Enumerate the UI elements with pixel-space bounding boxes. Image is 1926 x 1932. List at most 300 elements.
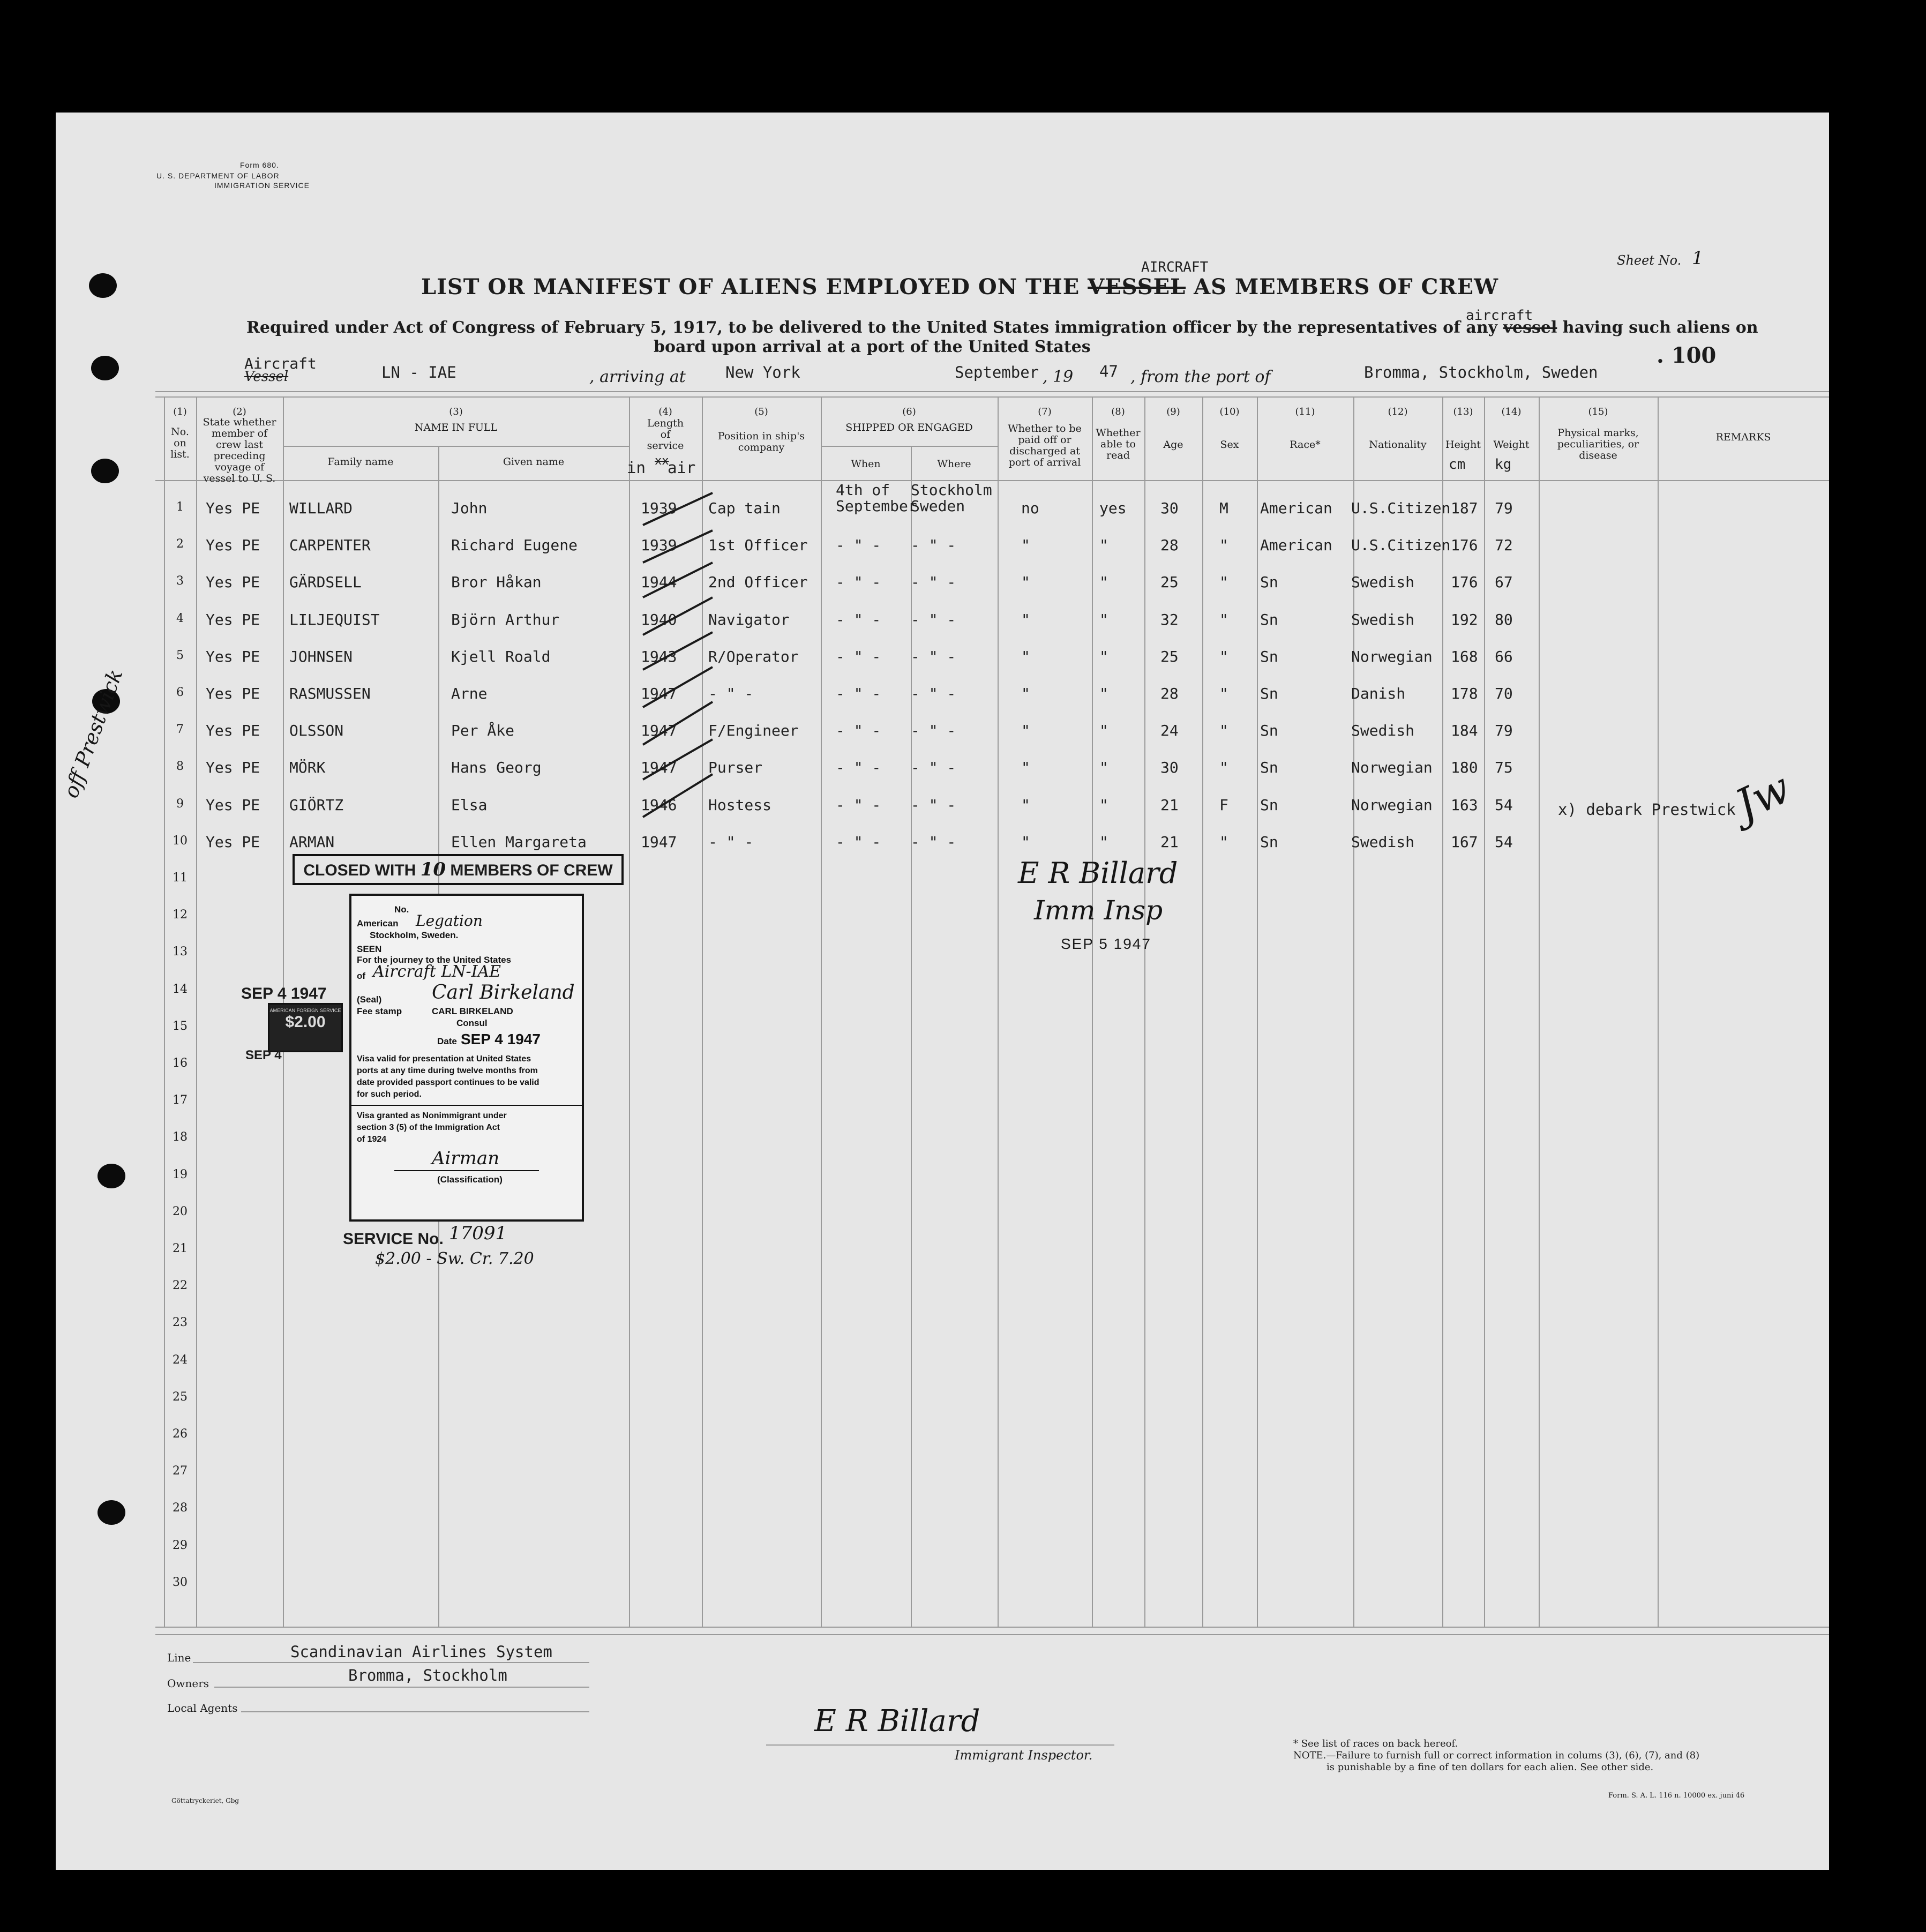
col-rule	[1658, 396, 1659, 1627]
row-number: 25	[173, 1390, 188, 1404]
col-rule	[1092, 396, 1093, 1627]
sheet-label: Sheet No.	[1617, 253, 1682, 268]
col7-header: Whether to be paid off or discharged at port of arrival	[1008, 423, 1082, 468]
col2-num: (2)	[233, 406, 246, 417]
col-rule	[196, 396, 197, 1627]
title-insert: AIRCRAFT	[1141, 259, 1209, 275]
title-struck: VESSEL	[1088, 274, 1186, 299]
row-shipped-where: Stockholm Sweden	[911, 481, 992, 515]
remark-initials: Jw	[1728, 762, 1798, 830]
col14-num: (14)	[1501, 406, 1522, 417]
col-rule	[1257, 396, 1258, 1627]
row-sex: "	[1219, 759, 1228, 777]
row-family-name: WILLARD	[289, 499, 353, 517]
fee-stamp-label: AMERICAN FOREIGN SERVICE	[269, 1008, 341, 1013]
row-number: 15	[173, 1019, 188, 1033]
row-number: 23	[173, 1316, 188, 1330]
row-race: Sn	[1260, 573, 1278, 591]
table-bottom-rule	[155, 1627, 1829, 1628]
row-number: 10	[173, 834, 188, 848]
row-nationality: Norwegian	[1351, 796, 1433, 814]
row-shipped-when: - " -	[836, 573, 881, 591]
row-shipped-where: - " -	[911, 722, 956, 740]
row-shipped-where: - " -	[911, 573, 956, 591]
row-nationality: U.S.Citizen	[1351, 536, 1451, 555]
row-shipped-when: - " -	[836, 722, 881, 740]
title-part2: AS MEMBERS OF CREW	[1194, 274, 1499, 299]
col8-num: (8)	[1111, 406, 1125, 417]
subtitle-part-b: having such aliens on	[1562, 318, 1758, 337]
row-sex: F	[1219, 796, 1228, 814]
col-rule	[1484, 396, 1485, 1627]
row-given-name: Bror Håkan	[451, 573, 542, 591]
row-race: Sn	[1260, 685, 1278, 702]
row-shipped-when: - " -	[836, 610, 881, 628]
row-number: 22	[173, 1279, 188, 1293]
inspector-rule	[766, 1744, 1114, 1746]
row-height: 167	[1451, 833, 1478, 851]
row-height: 187	[1451, 499, 1478, 517]
row-number: 8	[176, 760, 184, 774]
row-number: 30	[173, 1575, 188, 1589]
row-sex: "	[1219, 722, 1228, 740]
row-race: Sn	[1260, 833, 1278, 851]
department: U. S. DEPARTMENT OF LABOR	[156, 171, 280, 180]
row-able-to-read: "	[1099, 833, 1108, 851]
col14-unit: kg	[1495, 456, 1512, 473]
col4-air: air	[668, 459, 696, 477]
col1-header: No. on list.	[170, 426, 190, 460]
row-number: 27	[173, 1464, 188, 1478]
col13-num: (13)	[1453, 406, 1473, 417]
subtitle-part-a: Required under Act of Congress of February 5, 1917, to be delivered to the United States immigration officer by the representatives of any	[246, 318, 1498, 337]
row-position: R/Operator	[708, 647, 799, 665]
row-paid-off: "	[1021, 610, 1030, 628]
row-number: 29	[173, 1538, 188, 1552]
row-race: American	[1260, 536, 1332, 555]
row-age: 28	[1160, 536, 1179, 555]
col13-header: Height	[1445, 439, 1481, 451]
row-given-name: Kjell Roald	[451, 647, 551, 665]
row-sex: "	[1219, 610, 1228, 628]
form-code: Form. S. A. L. 116 n. 10000 ex. juni 46	[1608, 1792, 1745, 1800]
row-weight: 66	[1495, 647, 1513, 665]
row-position: F/Engineer	[708, 722, 799, 740]
visa-seal: (Seal)	[357, 994, 382, 1005]
row-height: 168	[1451, 647, 1478, 665]
row-length-of-service: 1939	[641, 536, 677, 555]
punch-hole	[91, 459, 119, 483]
row-previous-voyage: Yes PE	[206, 499, 260, 517]
col-rule	[1442, 396, 1443, 1627]
row-given-name: Arne	[451, 685, 488, 702]
row-number: 14	[173, 982, 188, 996]
visa-section2: section 3 (5) of the Immigration Act	[357, 1123, 500, 1132]
visa-seen: SEEN	[357, 944, 382, 954]
row-shipped-where: - " -	[911, 647, 956, 665]
row-paid-off: "	[1021, 833, 1030, 851]
row-weight: 54	[1495, 796, 1513, 814]
row-length-of-service: 1947	[641, 833, 677, 851]
shipped-subrule	[821, 446, 998, 447]
row-paid-off: no	[1021, 499, 1039, 517]
row-given-name: Richard Eugene	[451, 536, 578, 555]
col4-header: Length of service	[647, 417, 684, 452]
row-family-name: RASMUSSEN	[289, 685, 371, 702]
owners-rule	[214, 1687, 589, 1688]
page-title	[421, 274, 1498, 299]
row-number: 9	[176, 797, 184, 811]
row-number: 4	[176, 611, 184, 625]
row-previous-voyage: Yes PE	[206, 796, 260, 814]
craft-id: LN - IAE	[381, 363, 456, 381]
row-family-name: ARMAN	[289, 833, 335, 851]
fee-stamp	[268, 1003, 343, 1052]
col4-num: (4)	[658, 406, 672, 417]
row-position: Hostess	[708, 796, 772, 814]
visa-valid1: Visa valid for presentation at United States	[357, 1054, 531, 1064]
row-height: 184	[1451, 722, 1478, 740]
row-sex: "	[1219, 647, 1228, 665]
inspector-date: SEP 5 1947	[1061, 935, 1151, 952]
row-previous-voyage: Yes PE	[206, 722, 260, 740]
row-given-name: Ellen Margareta	[451, 833, 587, 851]
visa-consul-signature: Carl Birkeland	[432, 982, 575, 1004]
visa-valid4: for such period.	[357, 1090, 422, 1099]
form-number: Form 680.	[240, 161, 279, 169]
row-paid-off: "	[1021, 573, 1030, 591]
row-family-name: GIÖRTZ	[289, 796, 344, 814]
row-race: Sn	[1260, 647, 1278, 665]
col12-num: (12)	[1388, 406, 1408, 417]
row-race: Sn	[1260, 796, 1278, 814]
name-subrule	[283, 446, 629, 447]
row-nationality: Danish	[1351, 685, 1406, 702]
row-length-of-service: 1946	[641, 796, 677, 814]
col10-num: (10)	[1219, 406, 1240, 417]
row-nationality: Swedish	[1351, 573, 1415, 591]
line-value: Scandinavian Airlines System	[290, 1643, 552, 1661]
row-race: Sn	[1260, 610, 1278, 628]
row-paid-off: "	[1021, 722, 1030, 740]
row-position: - " -	[708, 685, 754, 702]
visa-date-label: Date	[437, 1036, 457, 1046]
row-given-name: John	[451, 499, 488, 517]
row-able-to-read: "	[1099, 759, 1108, 777]
row-weight: 79	[1495, 722, 1513, 740]
service-no-hand: $2.00 - Sw. Cr. 7.20	[375, 1249, 534, 1268]
row-age: 25	[1160, 647, 1179, 665]
row-able-to-read: "	[1099, 573, 1108, 591]
row-shipped-when: - " -	[836, 759, 881, 777]
note-penalty2: is punishable by a fine of ten dollars for each alien. See other side.	[1327, 1762, 1654, 1773]
col6a-header: When	[851, 458, 881, 470]
visa-journey: For the journey to the United States	[357, 955, 512, 965]
visa-of: of	[357, 971, 366, 981]
row-weight: 79	[1495, 499, 1513, 517]
col5-header: Position in ship's company	[717, 430, 805, 453]
row-sex: "	[1219, 685, 1228, 702]
row-height: 176	[1451, 573, 1478, 591]
row-family-name: JOHNSEN	[289, 647, 353, 665]
row-number: 26	[173, 1427, 188, 1441]
row-position: 2nd Officer	[708, 573, 808, 591]
inspector-signature: E R Billard	[1018, 856, 1178, 890]
row-shipped-where: - " -	[911, 536, 956, 555]
row-race: Sn	[1260, 722, 1278, 740]
header-top-rule	[155, 396, 1829, 398]
row-age: 21	[1160, 796, 1179, 814]
margin-note: off Prestwick	[59, 666, 128, 802]
row-length-of-service: 1939	[641, 499, 677, 517]
service-name: IMMIGRATION SERVICE	[214, 181, 310, 190]
visa-valid2: ports at any time during twelve months from	[357, 1066, 538, 1075]
visa-line1: American	[357, 918, 399, 928]
from-label: , from the port of	[1130, 368, 1271, 386]
visa-section3: of 1924	[357, 1135, 387, 1144]
row-number: 11	[173, 871, 188, 885]
visa-consul: CARL BIRKELAND	[432, 1006, 513, 1016]
row-length-of-service: 1943	[641, 647, 677, 665]
row-length-of-service: 1944	[641, 573, 677, 591]
subtitle-line2: board upon arrival at a port of the United States	[654, 338, 1091, 356]
row-number: 1	[176, 500, 184, 514]
col1-num: (1)	[173, 406, 187, 417]
subtitle-line1	[246, 318, 1758, 337]
row-shipped-where: - " -	[911, 685, 956, 702]
row-race: Sn	[1260, 759, 1278, 777]
row-nationality: Norwegian	[1351, 759, 1433, 777]
visa-of-hand: Aircraft LN-IAE	[373, 962, 501, 981]
row-length-of-service: 1947	[641, 685, 677, 702]
row-previous-voyage: Yes PE	[206, 685, 260, 702]
remarks-header: REMARKS	[1715, 431, 1771, 443]
row-paid-off: "	[1021, 647, 1030, 665]
row-previous-voyage: Yes PE	[206, 833, 260, 851]
col-rule	[998, 396, 999, 1627]
row-nationality: Norwegian	[1351, 647, 1433, 665]
row-family-name: OLSSON	[289, 722, 344, 740]
agents-label: Local Agents	[167, 1702, 238, 1714]
note-races: * See list of races on back hereof.	[1293, 1738, 1458, 1749]
subtitle-struck: vessel	[1503, 318, 1557, 337]
col3-header: NAME IN FULL	[414, 422, 498, 433]
col11-header: Race*	[1290, 439, 1321, 451]
closed-stamp	[293, 854, 624, 885]
col4-in: in	[627, 459, 646, 477]
row-able-to-read: "	[1099, 610, 1108, 628]
row-paid-off: "	[1021, 796, 1030, 814]
row-previous-voyage: Yes PE	[206, 536, 260, 555]
row-nationality: Swedish	[1351, 722, 1415, 740]
row-able-to-read: "	[1099, 685, 1108, 702]
voyage-rule	[155, 391, 1829, 392]
row-age: 21	[1160, 833, 1179, 851]
closed-count: 10	[420, 859, 446, 880]
col3b-header: Given name	[503, 456, 565, 468]
row-age: 28	[1160, 685, 1179, 702]
visa-line1-hand: Legation	[416, 912, 483, 930]
row-race: American	[1260, 499, 1332, 517]
col12-header: Nationality	[1369, 439, 1427, 451]
departure-port: Bromma, Stockholm, Sweden	[1364, 363, 1598, 381]
row-position: Cap tain	[708, 499, 781, 517]
row-nationality: U.S.Citizen	[1351, 499, 1451, 517]
service-tick-marks	[632, 482, 729, 857]
row-number: 2	[176, 537, 184, 551]
row-able-to-read: "	[1099, 647, 1108, 665]
row-number: 19	[173, 1167, 188, 1181]
row-family-name: CARPENTER	[289, 536, 371, 555]
row-shipped-when: - " -	[836, 536, 881, 555]
col-rule	[1539, 396, 1540, 1627]
row-height: 180	[1451, 759, 1478, 777]
row-paid-off: "	[1021, 536, 1030, 555]
service-no-number: 17091	[449, 1223, 507, 1244]
row-given-name: Hans Georg	[451, 759, 542, 777]
row-given-name: Björn Arthur	[451, 610, 560, 628]
col6-header: SHIPPED OR ENGAGED	[845, 422, 973, 433]
visa-consul-title: Consul	[456, 1018, 488, 1028]
col10-header: Sex	[1220, 439, 1239, 451]
row-position: Navigator	[708, 610, 790, 628]
row-age: 30	[1160, 499, 1179, 517]
col-rule	[1144, 396, 1145, 1627]
col-rule	[1202, 396, 1203, 1627]
row-position: Purser	[708, 759, 763, 777]
row-shipped-when: - " -	[836, 685, 881, 702]
row-sex: "	[1219, 573, 1228, 591]
col7-num: (7)	[1038, 406, 1052, 417]
row-number: 7	[176, 723, 184, 737]
closed-prefix: CLOSED WITH	[303, 862, 416, 879]
line-rule	[193, 1662, 589, 1663]
visa-no: No.	[394, 904, 409, 915]
col5-num: (5)	[754, 406, 768, 417]
row-length-of-service: 1940	[641, 610, 677, 628]
footer-inspector-signature: E R Billard	[814, 1704, 980, 1739]
fee-stamp-date-bottom: SEP 4	[245, 1048, 282, 1062]
row-shipped-when: - " -	[836, 796, 881, 814]
visa-fee: Fee stamp	[357, 1006, 402, 1016]
punch-hole	[98, 1164, 125, 1188]
col14-header: Weight	[1493, 439, 1530, 451]
row-previous-voyage: Yes PE	[206, 610, 260, 628]
visa-section1: Visa granted as Nonimmigrant under	[357, 1111, 507, 1120]
service-no-label: SERVICE No.	[343, 1230, 444, 1248]
punch-hole	[91, 356, 119, 380]
row-shipped-where: - " -	[911, 796, 956, 814]
row-height: 163	[1451, 796, 1478, 814]
row-weight: 72	[1495, 536, 1513, 555]
visa-classification: (Classification)	[437, 1174, 503, 1185]
col6-num: (6)	[902, 406, 916, 417]
row-number: 21	[173, 1242, 188, 1255]
fee-stamp-value: $2.00	[285, 1013, 326, 1031]
row-nationality: Swedish	[1351, 610, 1415, 628]
visa-valid3: date provided passport continues to be valid	[357, 1078, 539, 1087]
line-label: Line	[167, 1651, 191, 1664]
row-weight: 80	[1495, 610, 1513, 628]
inspector-label: Immigrant Inspector.	[955, 1748, 1093, 1763]
arrival-port: New York	[725, 363, 800, 381]
owners-label: Owners	[167, 1677, 209, 1690]
row-family-name: LILJEQUIST	[289, 610, 380, 628]
row-able-to-read: yes	[1099, 499, 1127, 517]
visa-stamp	[349, 894, 584, 1222]
col2-header: State whether member of crew last preceding voyage of vessel to U. S.	[203, 416, 276, 484]
col-rule	[821, 396, 822, 1627]
row-shipped-when: - " -	[836, 833, 881, 851]
visa-classification-rule	[394, 1170, 539, 1171]
row-previous-voyage: Yes PE	[206, 759, 260, 777]
row-number: 5	[176, 648, 184, 662]
row-number: 3	[176, 574, 184, 588]
row-number: 18	[173, 1130, 188, 1144]
year-suffix: 47	[1099, 362, 1118, 380]
row-shipped-when: 4th of September	[836, 481, 917, 515]
row-weight: 70	[1495, 685, 1513, 702]
row-shipped-where: - " -	[911, 833, 956, 851]
arrival-month: September	[955, 363, 1039, 381]
row-number: 12	[173, 908, 188, 922]
row-weight: 67	[1495, 573, 1513, 591]
row-paid-off: "	[1021, 685, 1030, 702]
col3-num: (3)	[449, 406, 463, 417]
arriving-label: , arriving at	[589, 368, 686, 386]
subtitle-insert: aircraft	[1466, 308, 1533, 324]
row-number: 28	[173, 1501, 188, 1515]
row-number: 13	[173, 945, 188, 959]
header-bottom-rule	[155, 480, 1829, 481]
row-age: 32	[1160, 610, 1179, 628]
col9-header: Age	[1163, 439, 1183, 451]
row-previous-voyage: Yes PE	[206, 647, 260, 665]
col15-header: Physical marks, peculiarities, or disease	[1557, 427, 1639, 461]
punch-hole	[98, 1500, 125, 1525]
row-paid-off: "	[1021, 759, 1030, 777]
col-rule	[629, 396, 630, 1627]
list-number: . 100	[1657, 343, 1717, 368]
inspector-title: Imm Insp	[1034, 895, 1163, 926]
craft-type-struck: Vessel	[244, 369, 289, 385]
row-previous-voyage: Yes PE	[206, 573, 260, 591]
row-position: 1st Officer	[708, 536, 808, 555]
row-shipped-where: - " -	[911, 759, 956, 777]
row-weight: 54	[1495, 833, 1513, 851]
visa-classification-hand: Airman	[432, 1148, 500, 1169]
row-given-name: Per Åke	[451, 722, 515, 740]
row-length-of-service: 1947	[641, 759, 677, 777]
note-penalty1: NOTE.—Failure to furnish full or correct information in colums (3), (6), (7), and (8)	[1293, 1750, 1700, 1761]
row-sex: "	[1219, 536, 1228, 555]
footer-rule	[155, 1634, 1829, 1635]
printer: Göttatryckeriet, Gbg	[171, 1797, 239, 1804]
year-prefix: , 19	[1043, 368, 1074, 386]
row-shipped-when: - " -	[836, 647, 881, 665]
row-number: 24	[173, 1353, 188, 1367]
sheet-number: 1	[1692, 248, 1704, 269]
row-shipped-where: - " -	[911, 610, 956, 628]
agents-rule	[241, 1711, 589, 1712]
row-height: 192	[1451, 610, 1478, 628]
visa-date: SEP 4 1947	[461, 1031, 541, 1047]
col8-header: Whether able to read	[1096, 427, 1141, 461]
row-age: 30	[1160, 759, 1179, 777]
remark-row9: x) debark Prestwick	[1558, 800, 1736, 819]
visa-divider	[351, 1105, 582, 1106]
row-weight: 75	[1495, 759, 1513, 777]
